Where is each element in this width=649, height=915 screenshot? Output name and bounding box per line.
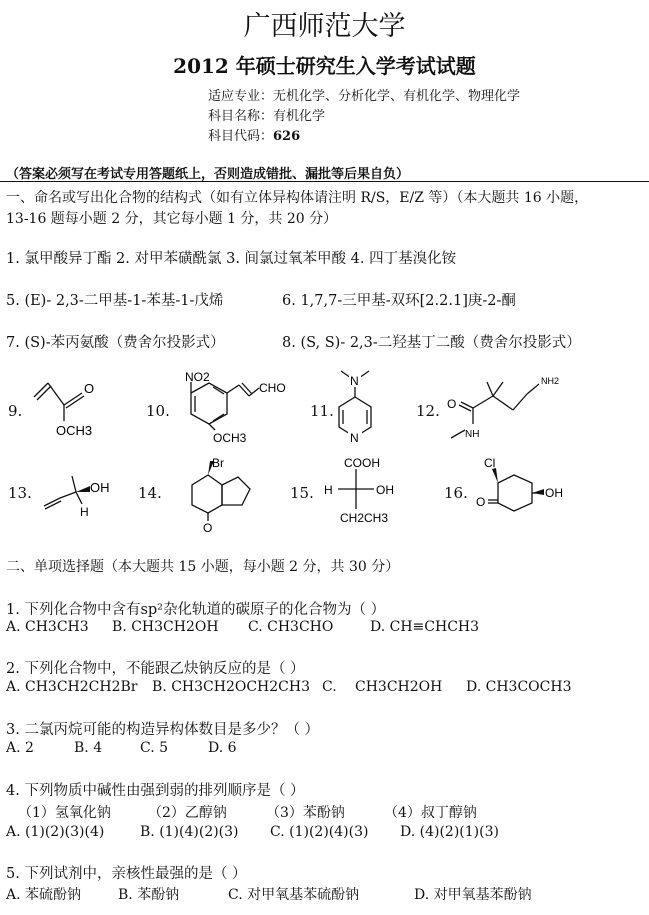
mc4-option-c: C. (1)(2)(4)(3)	[270, 824, 369, 840]
s14-o: O	[203, 521, 213, 535]
s15-h: H	[324, 483, 333, 497]
mc-question-5: 5. 下列试剂中，亲核性最强的是（ ）	[6, 866, 247, 882]
s12-o: O	[447, 397, 457, 411]
s12-nh2: NH2	[541, 376, 560, 386]
section2-heading: 二、单项选择题（本大题共 15 小题，每小题 2 分，共 30 分）	[6, 559, 400, 575]
mc4-sub-2: （2）乙醇钠	[148, 805, 227, 821]
exam-title: 2012 年硕士研究生入学考试试题	[173, 54, 476, 78]
s16-oh: OH	[545, 486, 563, 500]
structure-13-butenol	[38, 470, 128, 520]
s9-och3: OCH3	[56, 423, 93, 438]
mc-question-3: 3. 二氯丙烷可能的构造异构体数目是多少？（ ）	[6, 722, 320, 738]
s10-no2: NO2	[185, 370, 210, 384]
mc5-option-a: A. 苯硫酚钠	[6, 887, 82, 903]
structure-number-16: 16.	[444, 484, 468, 502]
structure-number-12: 12.	[416, 402, 440, 420]
section1-heading-line1: 一、命名或写出化合物的结构式（如有立体异构体请注明 R/S，E/Z 等）（本大题共 16 小题，	[6, 190, 589, 206]
mc2-option-c: C.	[322, 679, 337, 695]
structure-number-14: 14.	[138, 484, 162, 502]
mc2-option-b: B. CH3CH2OCH2CH3	[152, 679, 310, 695]
notice-divider	[0, 181, 649, 182]
s13-oh: OH	[90, 480, 110, 495]
mc1-option-c: C. CH3CHO	[248, 619, 334, 635]
s16-cl: Cl	[484, 456, 496, 470]
mc5-option-d: D. 对甲氧基苯酚钠	[414, 887, 532, 903]
mc5-option-b: B. 苯酚钠	[118, 887, 180, 903]
mc5-option-c: C. 对甲氧基苯硫酚钠	[228, 887, 360, 903]
university-name: 广西师范大学	[243, 11, 406, 42]
mc4-option-a: A. (1)(2)(3)(4)	[6, 824, 105, 840]
question-5: 5. (E)- 2,3-二甲基-1-苯基-1-戊烯	[6, 293, 224, 309]
structure-number-10: 10.	[146, 402, 170, 420]
s10-cho: CHO	[259, 381, 286, 395]
subject-code-row	[208, 125, 300, 144]
s10-och3: OCH3	[213, 431, 247, 445]
mc4-option-d: D. (4)(2)(1)(3)	[400, 824, 499, 840]
structure-number-13: 13.	[8, 484, 32, 502]
mc4-sub-1: （1）氢氧化钠	[18, 805, 111, 821]
structure-number-11: 11.	[310, 402, 334, 420]
s13-h: H	[80, 505, 89, 519]
s11-n-top: N	[350, 374, 359, 388]
structure-number-15: 15.	[290, 484, 314, 502]
mc3-option-a: A. 2	[6, 740, 34, 756]
mc2-option-c-value: CH3CH2OH	[355, 679, 443, 695]
mc3-option-b: B. 4	[74, 740, 103, 756]
mc-question-2: 2. 下列化合物中，不能跟乙炔钠反应的是（ ）	[6, 661, 305, 677]
structure-12-amino-amide	[435, 368, 565, 448]
answer-notice: （答案必须写在考试专用答题纸上，否则造成错批、漏批等后果自负）	[6, 167, 410, 182]
applicable-majors: 适应专业：无机化学、分析化学、有机化学、物理化学	[208, 89, 521, 104]
s12-nh: NH	[465, 429, 480, 440]
subject-code: 626	[273, 129, 301, 144]
question-8: 8. (S, S)- 2,3-二羟基丁二酸（费舍尔投影式）	[282, 335, 581, 351]
mc-question-1: 1. 下列化合物中含有sp²杂化轨道的碳原子的化合物为（ ）	[6, 602, 386, 618]
structure-9-methyl-acrylate	[30, 375, 130, 445]
mc2-option-d: D. CH3COCH3	[466, 679, 572, 695]
question-7: 7. (S)-苯丙氨酸（费舍尔投影式）	[6, 335, 225, 351]
s15-ch2ch3: CH2CH3	[340, 511, 389, 525]
s11-n-ring: N	[350, 431, 359, 445]
structure-10-nitro-cinnamaldehyde	[165, 368, 295, 448]
section1-heading-line2: 13-16 题每小题 2 分，其它每小题 1 分，共 20 分）	[6, 211, 338, 227]
structure-15-fischer	[318, 455, 428, 530]
s14-br: Br	[212, 456, 224, 470]
mc1-option-a: A. CH3CH3	[6, 619, 89, 635]
s9-o: O	[84, 381, 95, 396]
structure-11-dmap	[335, 365, 395, 455]
mc3-option-d: D. 6	[208, 740, 237, 756]
mc1-option-d: D. CH≡CHCH3	[370, 619, 480, 635]
subject-code-label: 科目代码：	[208, 129, 274, 144]
mc4-sub-4: （4）叔丁醇钠	[384, 805, 477, 821]
structure-number-9: 9.	[8, 402, 23, 420]
s15-cooh: COOH	[344, 456, 380, 470]
mc1-option-b: B. CH3CH2OH	[112, 619, 219, 635]
mc2-option-a: A. CH3CH2CH2Br	[6, 679, 138, 695]
mc4-sub-3: （3）苯酚钠	[266, 805, 345, 821]
subject-name: 科目名称：有机化学	[208, 109, 326, 124]
mc3-option-c: C. 5	[140, 740, 169, 756]
structure-14-spiro-ketone	[170, 455, 270, 535]
s15-oh: OH	[376, 483, 394, 497]
mc-question-4: 4. 下列物质中碱性由强到弱的排列顺序是（ ）	[6, 783, 305, 799]
question-row-1-4: 1. 氯甲酸异丁酯 2. 对甲苯磺酰氯 3. 间氯过氧苯甲酸 4. 四丁基溴化铵	[6, 251, 457, 267]
question-6: 6. 1,7,7-三甲基-双环[2.2.1]庚-2-酮	[282, 293, 516, 309]
structure-16-chloro-hydroxy-cyclohexanone	[470, 455, 580, 535]
mc4-option-b: B. (1)(4)(2)(3)	[140, 824, 239, 840]
s16-o: O	[476, 495, 486, 509]
